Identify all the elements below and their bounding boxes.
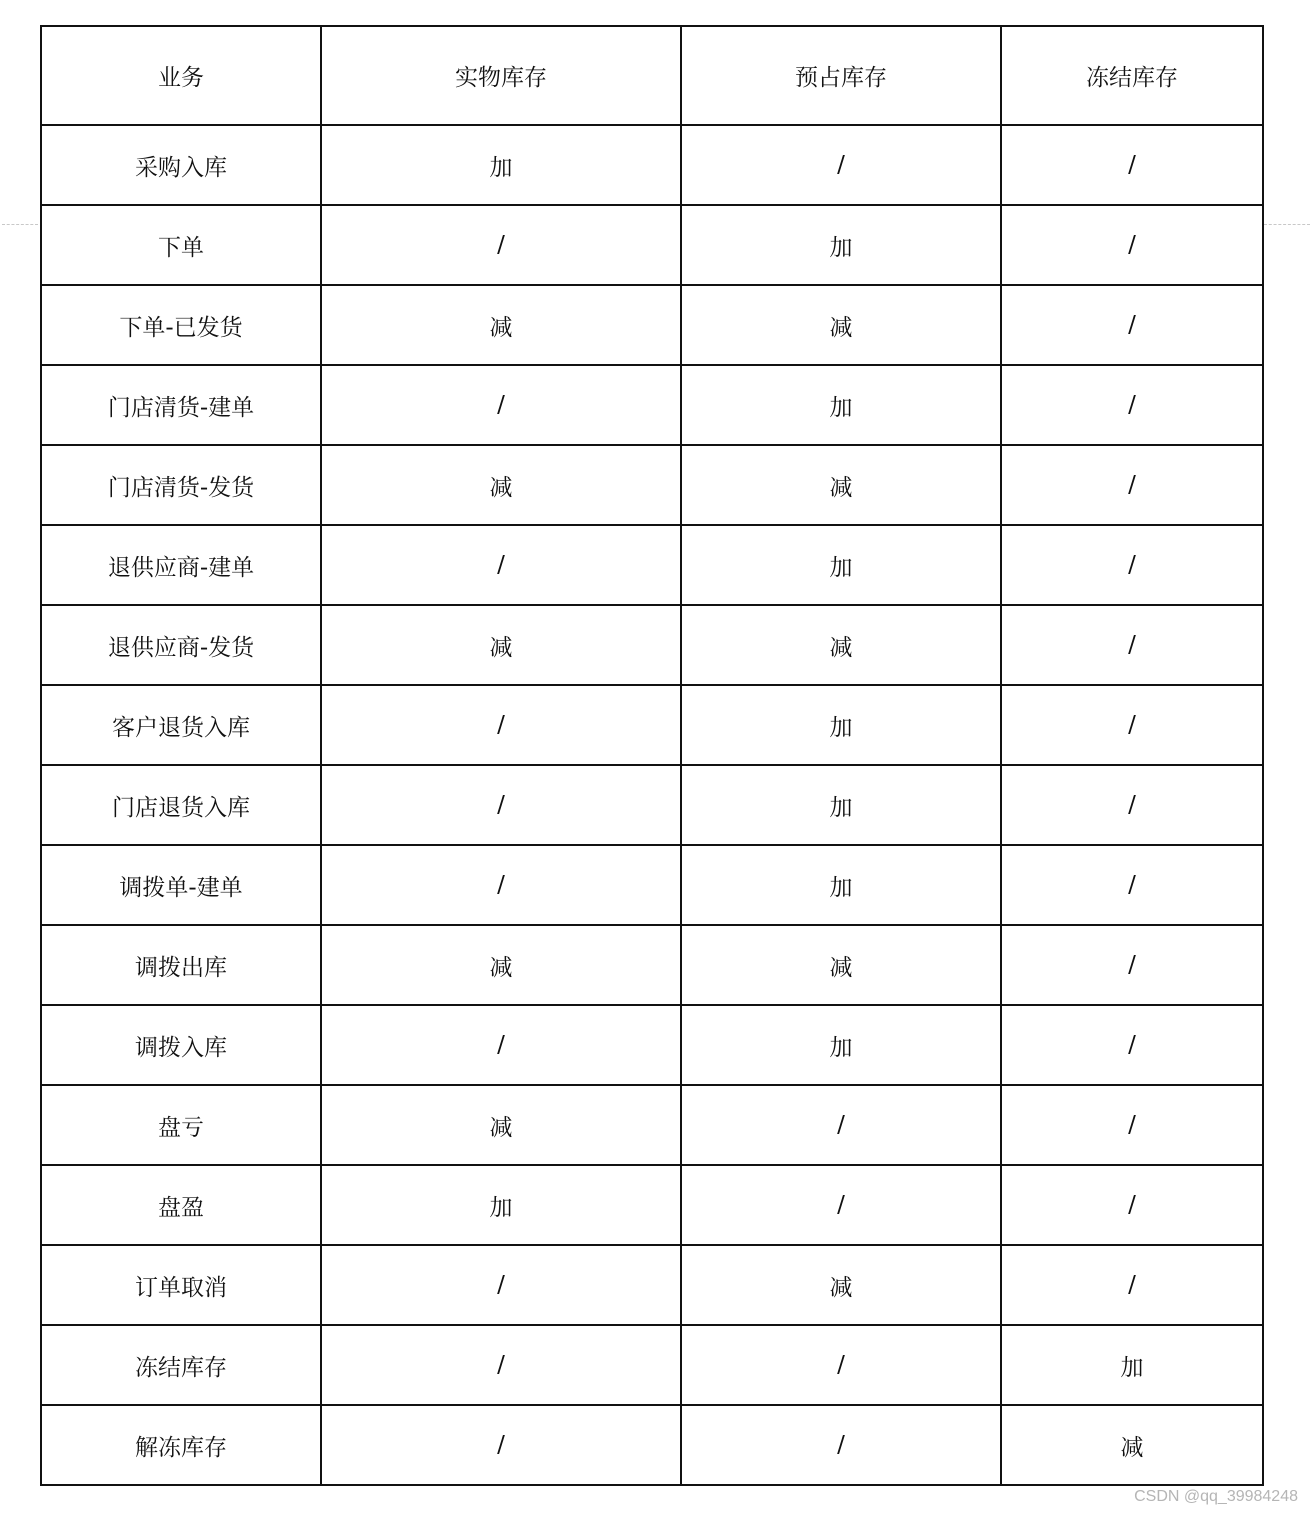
- cell-frozen-stock: /: [1001, 925, 1263, 1005]
- table-row: [41, 1325, 1263, 1405]
- table-row: [41, 1165, 1263, 1245]
- cell-physical-stock: /: [321, 1405, 681, 1485]
- table-row: [41, 1245, 1263, 1325]
- cell-reserved-stock: /: [681, 1165, 1001, 1245]
- cell-reserved-stock: /: [681, 125, 1001, 205]
- cell-business: 门店清货-建单: [41, 365, 321, 445]
- cell-business: 调拨出库: [41, 925, 321, 1005]
- inventory-operations-table: [40, 25, 1264, 1486]
- cell-reserved-stock: 加: [681, 205, 1001, 285]
- cell-frozen-stock: /: [1001, 685, 1263, 765]
- cell-frozen-stock: /: [1001, 765, 1263, 845]
- cell-frozen-stock: /: [1001, 1245, 1263, 1325]
- cell-business: 冻结库存: [41, 1325, 321, 1405]
- cell-physical-stock: 减: [321, 445, 681, 525]
- table-row: [41, 685, 1263, 765]
- cell-physical-stock: /: [321, 1245, 681, 1325]
- cell-frozen-stock: /: [1001, 365, 1263, 445]
- table-row: [41, 845, 1263, 925]
- cell-business: 盘亏: [41, 1085, 321, 1165]
- cell-reserved-stock: 减: [681, 605, 1001, 685]
- table-row: [41, 445, 1263, 525]
- cell-business: 调拨入库: [41, 1005, 321, 1085]
- cell-business: 解冻库存: [41, 1405, 321, 1485]
- cell-reserved-stock: 加: [681, 365, 1001, 445]
- cell-frozen-stock: /: [1001, 1005, 1263, 1085]
- cell-frozen-stock: /: [1001, 285, 1263, 365]
- table-row: [41, 285, 1263, 365]
- cell-frozen-stock: /: [1001, 605, 1263, 685]
- cell-physical-stock: 减: [321, 285, 681, 365]
- cell-business: 订单取消: [41, 1245, 321, 1325]
- table-row: [41, 525, 1263, 605]
- table-row: [41, 125, 1263, 205]
- cell-reserved-stock: /: [681, 1325, 1001, 1405]
- cell-reserved-stock: 减: [681, 445, 1001, 525]
- cell-physical-stock: 减: [321, 605, 681, 685]
- csdn-watermark: CSDN @qq_39984248: [1134, 1488, 1298, 1505]
- cell-business: 退供应商-建单: [41, 525, 321, 605]
- cell-physical-stock: /: [321, 1325, 681, 1405]
- cell-reserved-stock: 加: [681, 525, 1001, 605]
- table-row: [41, 205, 1263, 285]
- cell-reserved-stock: 加: [681, 845, 1001, 925]
- left-dashed-rule: [2, 224, 38, 225]
- cell-physical-stock: /: [321, 685, 681, 765]
- cell-business: 调拨单-建单: [41, 845, 321, 925]
- cell-physical-stock: /: [321, 845, 681, 925]
- cell-reserved-stock: 减: [681, 925, 1001, 1005]
- cell-frozen-stock: /: [1001, 1165, 1263, 1245]
- cell-frozen-stock: 减: [1001, 1405, 1263, 1485]
- cell-business: 盘盈: [41, 1165, 321, 1245]
- cell-business: 下单: [41, 205, 321, 285]
- cell-frozen-stock: /: [1001, 525, 1263, 605]
- cell-physical-stock: /: [321, 365, 681, 445]
- table-row: [41, 605, 1263, 685]
- table-row: [41, 925, 1263, 1005]
- table-header-row: [41, 26, 1263, 125]
- cell-reserved-stock: 减: [681, 1245, 1001, 1325]
- cell-business: 门店清货-发货: [41, 445, 321, 525]
- table-row: [41, 1005, 1263, 1085]
- cell-reserved-stock: /: [681, 1405, 1001, 1485]
- cell-reserved-stock: 加: [681, 765, 1001, 845]
- cell-frozen-stock: /: [1001, 1085, 1263, 1165]
- cell-business: 客户退货入库: [41, 685, 321, 765]
- table-body: [41, 125, 1263, 1485]
- cell-physical-stock: 减: [321, 1085, 681, 1165]
- cell-physical-stock: /: [321, 205, 681, 285]
- table-row: [41, 1405, 1263, 1485]
- cell-physical-stock: 加: [321, 1165, 681, 1245]
- cell-reserved-stock: /: [681, 1085, 1001, 1165]
- cell-business: 采购入库: [41, 125, 321, 205]
- header-frozen-stock: 冻结库存: [1001, 26, 1263, 125]
- cell-frozen-stock: 加: [1001, 1325, 1263, 1405]
- table-row: [41, 365, 1263, 445]
- cell-business: 退供应商-发货: [41, 605, 321, 685]
- cell-frozen-stock: /: [1001, 125, 1263, 205]
- cell-reserved-stock: 加: [681, 1005, 1001, 1085]
- cell-frozen-stock: /: [1001, 845, 1263, 925]
- table-row: [41, 1085, 1263, 1165]
- cell-physical-stock: /: [321, 1005, 681, 1085]
- table-row: [41, 765, 1263, 845]
- header-reserved-stock: 预占库存: [681, 26, 1001, 125]
- cell-business: 门店退货入库: [41, 765, 321, 845]
- cell-physical-stock: 加: [321, 125, 681, 205]
- cell-business: 下单-已发货: [41, 285, 321, 365]
- header-physical-stock: 实物库存: [321, 26, 681, 125]
- cell-reserved-stock: 减: [681, 285, 1001, 365]
- cell-physical-stock: 减: [321, 925, 681, 1005]
- cell-physical-stock: /: [321, 765, 681, 845]
- header-business: 业务: [41, 26, 321, 125]
- right-dashed-rule: [1264, 224, 1310, 225]
- cell-frozen-stock: /: [1001, 445, 1263, 525]
- cell-physical-stock: /: [321, 525, 681, 605]
- cell-frozen-stock: /: [1001, 205, 1263, 285]
- cell-reserved-stock: 加: [681, 685, 1001, 765]
